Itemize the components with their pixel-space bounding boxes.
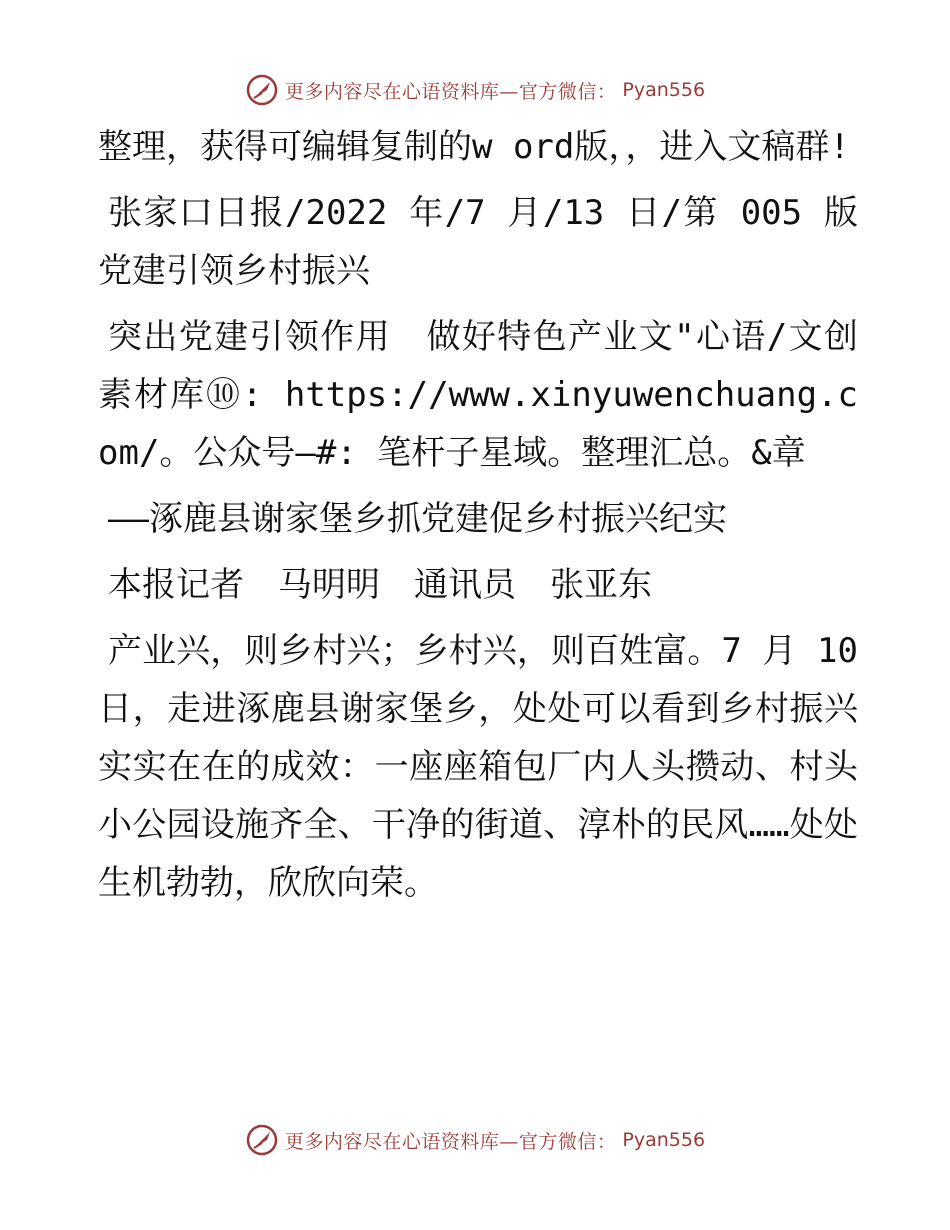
- footer-banner-wechat: Pyan556: [622, 1129, 706, 1151]
- paragraph-subtitle: ——涿鹿县谢家堡乡抓党建促乡村振兴纪实: [108, 499, 727, 539]
- header-banner-wechat: Pyan556: [622, 79, 706, 101]
- header-watermark-banner: [0, 70, 950, 110]
- quill-logo-icon: [245, 1123, 279, 1157]
- document-body: [98, 118, 858, 920]
- footer-banner-text: 更多内容尽在心语资料库—官方微信：: [284, 1130, 617, 1153]
- paragraph-lead: 产业兴，则乡村兴；乡村兴，则百姓富。7 月 10 日，走进涿鹿县谢家堡乡，处处可以看到乡村振兴实实在在的成效：一座座箱包厂内人头攒动、村头小公园设施齐全、干净的街道、淳朴的民风……处处生机勃勃，欣欣向荣。: [98, 631, 858, 903]
- paragraph-byline: 本报记者 马明明 通讯员 张亚东: [108, 565, 652, 605]
- footer-watermark-banner: [0, 1120, 950, 1160]
- quill-logo-icon: [245, 73, 279, 107]
- paragraph-headline: 突出党建引领作用 做好特色产业文"心语/文创素材库⑩: https://www.xinyuwenchuang.com/。公众号—#: 笔杆子星域。整理汇总。&章: [98, 317, 858, 473]
- paragraph-source: 张家口日报/2022 年/7 月/13 日/第 005 版党建引领乡村振兴: [98, 193, 858, 291]
- header-banner-text: 更多内容尽在心语资料库—官方微信：: [284, 80, 617, 103]
- paragraph-intro: 整理，获得可编辑复制的w ord版，，进入文稿群!: [98, 127, 850, 167]
